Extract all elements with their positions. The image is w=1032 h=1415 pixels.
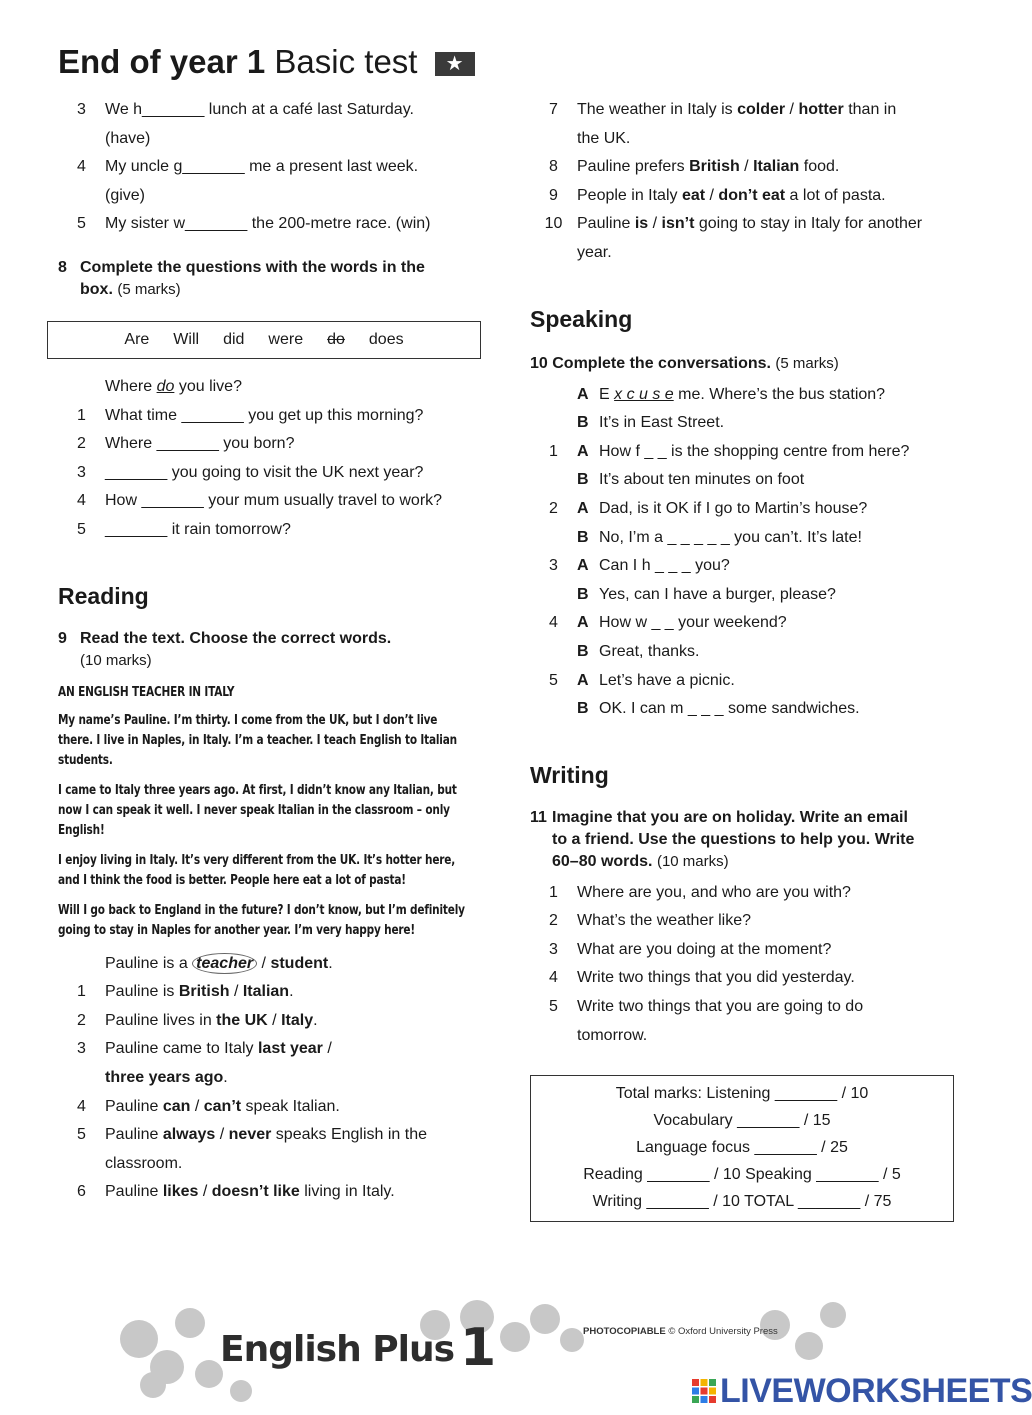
item-number: 2 bbox=[77, 435, 86, 453]
ex11-head-3 bbox=[530, 851, 960, 873]
post: . bbox=[313, 1011, 318, 1029]
ex9-item-5-cont bbox=[58, 1150, 488, 1179]
post: speaks English in the bbox=[271, 1126, 428, 1144]
spacer bbox=[58, 373, 105, 402]
spacer bbox=[58, 182, 105, 211]
writing-heading: Writing bbox=[530, 761, 609, 788]
ex10-list bbox=[530, 381, 960, 724]
example-alt: student bbox=[270, 954, 329, 972]
ex9-item-10-cont bbox=[530, 239, 960, 268]
item-number: 5 bbox=[77, 520, 86, 538]
reading-title: AN ENGLISH TEACHER IN ITALY bbox=[58, 683, 235, 700]
post: living in Italy. bbox=[299, 1183, 395, 1201]
ex10-item-1-b bbox=[530, 466, 960, 495]
item-number: 2 bbox=[77, 1011, 86, 1029]
speaking-heading: Speaking bbox=[530, 305, 633, 332]
example-text bbox=[105, 950, 333, 979]
ex11-instr-3: 60–80 words. bbox=[552, 852, 653, 870]
photocopiable-label: PHOTOCOPIABLE bbox=[583, 1326, 666, 1337]
post: going to stay in Italy for another bbox=[694, 215, 923, 233]
post: a lot of pasta. bbox=[785, 186, 886, 204]
spacer bbox=[530, 851, 552, 873]
item-text: What’s the weather like? bbox=[577, 912, 752, 930]
ex10-instr: Complete the conversations. bbox=[552, 354, 771, 372]
pre: Pauline is bbox=[105, 983, 179, 1001]
pre: Pauline bbox=[105, 1126, 163, 1144]
spacer bbox=[530, 638, 577, 667]
ex7-item-3 bbox=[58, 96, 488, 125]
item-number: 4 bbox=[549, 614, 558, 632]
ex7-list bbox=[58, 96, 488, 239]
ex11-head bbox=[530, 807, 960, 829]
post: . bbox=[223, 1068, 228, 1086]
ex11-head-2 bbox=[530, 829, 960, 851]
ex10-marks: (5 marks) bbox=[775, 354, 839, 372]
ex7-item-5 bbox=[58, 210, 488, 239]
liveworksheets-watermark bbox=[692, 1372, 1032, 1411]
choice-a[interactable]: last year bbox=[257, 1040, 323, 1058]
marks-line[interactable]: Vocabulary _______ / 15 bbox=[653, 1112, 831, 1130]
reading-paragraph: I came to Italy three years ago. At first, I didn’t know any Italian, but now I can speak it well. I never speak Italian in the classroom – only English! bbox=[58, 781, 457, 838]
item-number: 4 bbox=[77, 1097, 86, 1115]
ex10-example-b bbox=[530, 409, 960, 438]
ex10-number: 10 bbox=[530, 354, 548, 372]
ex10-item-4-b bbox=[530, 638, 960, 667]
choice-b[interactable]: hotter bbox=[798, 101, 844, 118]
choice-b[interactable]: doesn’t like bbox=[211, 1183, 300, 1201]
ex11-marks: (10 marks) bbox=[656, 852, 729, 870]
left-column bbox=[58, 96, 488, 1207]
spacer bbox=[530, 581, 577, 610]
logo-text: English Plus bbox=[220, 1329, 455, 1370]
ex11-instr-2: to a friend. Use the questions to help you. Write bbox=[552, 830, 915, 848]
spacer bbox=[530, 524, 577, 553]
ex9-instr: Read the text. Choose the correct words. bbox=[80, 629, 392, 647]
item-text: Pauline is British / Italian. bbox=[105, 983, 294, 1001]
ex9-example bbox=[58, 950, 488, 979]
line-text[interactable]: No, I’m a _ _ _ _ _ you can’t. It’s late! bbox=[599, 528, 862, 546]
copyright-note bbox=[583, 1326, 778, 1337]
item-text[interactable]: What time _______ you get up this morning? bbox=[105, 406, 424, 424]
title-bold: End of year 1 bbox=[58, 43, 266, 80]
choice-b[interactable]: don’t eat bbox=[718, 186, 786, 204]
ex11-item-5-cont bbox=[530, 1022, 960, 1051]
item-cont: year. bbox=[577, 243, 612, 261]
spacer bbox=[58, 125, 105, 154]
line-text: Let’s have a picnic. bbox=[599, 671, 735, 689]
pre: Pauline came to Italy bbox=[105, 1040, 258, 1058]
item-text: Pauline prefers British / Italian food. bbox=[577, 158, 840, 176]
ex7-item-3-cont bbox=[58, 125, 488, 154]
box-word: were bbox=[268, 330, 304, 348]
choice-b[interactable]: never bbox=[228, 1126, 272, 1144]
item-number: 7 bbox=[549, 101, 558, 118]
word-box bbox=[47, 321, 481, 359]
item-number: 4 bbox=[77, 158, 86, 176]
ex9-item-9 bbox=[530, 182, 960, 211]
watermark-text: LIVEWORKSHEETS bbox=[720, 1372, 1032, 1410]
ex10-instructions bbox=[530, 353, 960, 375]
logo-number: 1 bbox=[460, 1318, 496, 1378]
ex11-item-3 bbox=[530, 936, 960, 965]
item-text: Pauline can / can’t speak Italian. bbox=[105, 1097, 340, 1115]
ex8-item-2 bbox=[58, 430, 488, 459]
choice-b[interactable]: three years ago bbox=[105, 1068, 224, 1086]
english-plus-logo bbox=[220, 1318, 495, 1378]
item-text: People in Italy eat / don’t eat a lot of pasta. bbox=[577, 186, 886, 204]
item-number: 3 bbox=[549, 940, 558, 958]
line-text: It’s in East Street. bbox=[599, 414, 725, 432]
speaker-a: A bbox=[577, 671, 589, 689]
speaker-a: A bbox=[577, 442, 589, 460]
reading-paragraph: I enjoy living in Italy. It’s very different from the UK. It’s hotter here, and I think the food is better. People here eat a lot of pasta! bbox=[58, 851, 456, 888]
item-text: Pauline likes / doesn’t like living in Italy. bbox=[105, 1183, 395, 1201]
box-word: does bbox=[368, 330, 404, 348]
spacer bbox=[530, 829, 552, 851]
example-pre: Pauline is a bbox=[105, 954, 193, 972]
speaker-a: A bbox=[577, 614, 589, 632]
ex9-list-left bbox=[58, 950, 488, 1207]
ex9-head bbox=[58, 628, 488, 650]
ex10-item-2-b bbox=[530, 524, 960, 553]
line-text bbox=[599, 381, 885, 410]
item-number: 1 bbox=[77, 983, 86, 1001]
spacer bbox=[530, 466, 577, 495]
choice-b[interactable]: Italian bbox=[753, 158, 800, 176]
marks-line[interactable]: Writing _______ / 10 TOTAL _______ / 75 bbox=[592, 1193, 892, 1211]
page-title bbox=[58, 44, 475, 80]
example-sep: / bbox=[257, 954, 271, 972]
box-word: Will bbox=[173, 330, 200, 348]
example-pre: Where bbox=[105, 377, 157, 395]
item-cont: (have) bbox=[105, 129, 151, 147]
line-text: Yes, can I have a burger, please? bbox=[599, 585, 836, 603]
spacer bbox=[58, 1150, 105, 1179]
ex8-list bbox=[58, 373, 488, 545]
ex9-item-8 bbox=[530, 153, 960, 182]
item-number: 2 bbox=[549, 499, 558, 517]
ex11-item-5 bbox=[530, 993, 960, 1022]
item-number: 6 bbox=[77, 1183, 86, 1201]
ex9-item-10 bbox=[530, 210, 960, 239]
choice-a[interactable]: can bbox=[162, 1097, 191, 1115]
item-number: 3 bbox=[77, 101, 86, 118]
example-end: . bbox=[328, 954, 333, 972]
ex9-item-7 bbox=[530, 96, 960, 125]
ex8-instr: Complete the questions with the words in the bbox=[80, 258, 425, 276]
spacer bbox=[530, 695, 577, 724]
reading-heading: Reading bbox=[58, 582, 149, 609]
ex11-list bbox=[530, 879, 960, 1051]
spacer bbox=[58, 279, 80, 301]
speaker-b: B bbox=[577, 642, 589, 660]
ex10-example-a bbox=[530, 381, 960, 410]
item-number: 5 bbox=[77, 1126, 86, 1144]
spacer bbox=[530, 239, 577, 268]
item-cont bbox=[105, 1064, 228, 1093]
box-word-used: do bbox=[327, 330, 345, 348]
right-column bbox=[530, 96, 960, 1222]
post: . bbox=[289, 983, 294, 1001]
ex10-item-5-b bbox=[530, 695, 960, 724]
pre: Pauline prefers bbox=[577, 158, 690, 176]
line-text: Dad, is it OK if I go to Martin’s house? bbox=[599, 499, 868, 517]
ex10-head bbox=[530, 353, 839, 375]
ex11-instr-1: Imagine that you are on holiday. Write an email bbox=[552, 808, 908, 826]
speaker-b: B bbox=[577, 414, 589, 432]
press-label: © Oxford University Press bbox=[668, 1326, 778, 1337]
item-number: 10 bbox=[544, 215, 563, 233]
item-number: 3 bbox=[549, 557, 558, 575]
ex9-item-3 bbox=[58, 1035, 488, 1064]
ex8-marks: (5 marks) bbox=[117, 280, 181, 298]
ex9-item-3-cont bbox=[58, 1064, 488, 1093]
ex9-number: 9 bbox=[58, 629, 67, 647]
spacer bbox=[530, 409, 577, 438]
item-number: 1 bbox=[549, 883, 558, 901]
item-text: Pauline came to Italy last year / bbox=[105, 1040, 332, 1058]
item-text: The weather in Italy is colder / hotter than in bbox=[577, 101, 897, 118]
pre: Pauline lives in bbox=[105, 1011, 217, 1029]
item-number: 2 bbox=[549, 912, 558, 930]
title-rest: Basic test bbox=[274, 43, 418, 80]
item-number: 8 bbox=[549, 158, 558, 176]
choice-b[interactable]: can’t bbox=[203, 1097, 242, 1115]
spacer bbox=[530, 381, 577, 410]
ex10-item-2-a bbox=[530, 495, 960, 524]
item-number: 1 bbox=[77, 406, 86, 424]
item-number: 9 bbox=[549, 186, 558, 204]
item-text[interactable]: _______ you going to visit the UK next year? bbox=[105, 463, 424, 481]
pre: The weather in Italy is bbox=[577, 101, 738, 118]
item-number: 5 bbox=[77, 215, 86, 233]
marks-line[interactable]: Language focus _______ / 25 bbox=[636, 1139, 848, 1157]
ex11-instr-3-wrap bbox=[552, 851, 729, 873]
ex8-instructions bbox=[58, 257, 488, 301]
pre: E bbox=[599, 385, 615, 403]
ex8-example bbox=[58, 373, 488, 402]
reading-paragraph: My name’s Pauline. I’m thirty. I come from the UK, but I don’t live there. I live in Naples, in Italy. I’m a teacher. I teach English to Italian students. bbox=[58, 711, 457, 768]
spacer bbox=[530, 125, 577, 154]
ex8-item-4 bbox=[58, 487, 488, 516]
ex11-instructions bbox=[530, 807, 960, 873]
total-marks-box bbox=[530, 1075, 954, 1222]
ex8-instr-2-wrap bbox=[80, 279, 181, 301]
line-text[interactable]: Can I h _ _ _ you? bbox=[599, 557, 730, 575]
box-word: did bbox=[223, 330, 245, 348]
item-text[interactable]: _______ it rain tomorrow? bbox=[105, 520, 291, 538]
line-text: Great, thanks. bbox=[599, 642, 700, 660]
choice-b[interactable]: isn’t bbox=[661, 215, 695, 233]
item-text[interactable]: How _______ your mum usually travel to work? bbox=[105, 492, 443, 510]
ex10-item-3-a bbox=[530, 552, 960, 581]
ex7-item-4 bbox=[58, 153, 488, 182]
item-number: 3 bbox=[77, 1040, 86, 1058]
marks-line[interactable]: Total marks: Listening _______ / 10 bbox=[615, 1085, 869, 1103]
post: me. Where’s the bus station? bbox=[673, 385, 886, 403]
speaker-b: B bbox=[577, 700, 589, 718]
ex10-item-4-a bbox=[530, 609, 960, 638]
ex11-item-4 bbox=[530, 964, 960, 993]
item-text[interactable]: Where _______ you born? bbox=[105, 435, 295, 453]
ex11-number: 11 bbox=[530, 808, 547, 826]
ex8-head-2 bbox=[58, 279, 488, 301]
ex9-list-right bbox=[530, 96, 960, 268]
ex8-item-5 bbox=[58, 516, 488, 545]
example-answer: x c u s e bbox=[614, 385, 674, 403]
item-cont: the UK. bbox=[577, 129, 631, 147]
item-cont: classroom. bbox=[105, 1154, 183, 1172]
item-number: 1 bbox=[549, 442, 558, 460]
item-number: 4 bbox=[549, 969, 558, 987]
pre: People in Italy bbox=[577, 186, 682, 204]
speaker-b: B bbox=[577, 585, 589, 603]
ex9-item-4 bbox=[58, 1093, 488, 1122]
item-number: 3 bbox=[77, 463, 86, 481]
item-text[interactable]: My uncle g_______ me a present last week. bbox=[105, 158, 419, 176]
speaker-a: A bbox=[577, 557, 589, 575]
item-number: 4 bbox=[77, 492, 86, 510]
choice-a[interactable]: always bbox=[162, 1126, 216, 1144]
choice-a[interactable]: the UK bbox=[216, 1011, 268, 1029]
post: food. bbox=[799, 158, 840, 176]
ex10-item-3-b bbox=[530, 581, 960, 610]
item-number: 5 bbox=[549, 671, 558, 689]
ex10-item-5-a bbox=[530, 667, 960, 696]
speaker-a: A bbox=[577, 385, 589, 403]
speaker-a: A bbox=[577, 499, 589, 517]
choice-b[interactable]: Italy bbox=[281, 1011, 314, 1029]
example-answer: do bbox=[156, 377, 175, 395]
post: than in bbox=[843, 101, 897, 118]
item-text: Write two things that you did yesterday. bbox=[577, 969, 855, 987]
ex11-item-1 bbox=[530, 879, 960, 908]
reading-paragraph: Will I go back to England in the future? I don’t know, but I’m definitely going to stay in Naples for another year. I’m very happy here! bbox=[58, 901, 465, 938]
line-text: It’s about ten minutes on foot bbox=[599, 471, 805, 489]
choice-a[interactable]: eat bbox=[681, 186, 706, 204]
ex7-item-4-cont bbox=[58, 182, 488, 211]
example-post: you live? bbox=[174, 377, 242, 395]
spacer bbox=[58, 950, 105, 979]
ex8-number: 8 bbox=[58, 258, 67, 276]
star-icon: ★ bbox=[435, 52, 475, 76]
item-text: Where are you, and who are you with? bbox=[577, 883, 851, 901]
spacer bbox=[58, 1064, 105, 1093]
item-text[interactable]: My sister w_______ the 200-metre race. (win) bbox=[105, 215, 431, 233]
ex9-item-7-cont bbox=[530, 125, 960, 154]
marks-line[interactable]: Reading _______ / 10 Speaking _______ / 5 bbox=[583, 1166, 901, 1184]
choice-a[interactable]: colder bbox=[737, 101, 786, 118]
line-text[interactable]: How w _ _ your weekend? bbox=[599, 614, 787, 632]
item-cont: (give) bbox=[105, 186, 146, 204]
choice-b[interactable]: Italian bbox=[242, 983, 290, 1001]
ex8-head bbox=[58, 257, 488, 279]
pre: Pauline bbox=[105, 1183, 163, 1201]
ex9-item-5 bbox=[58, 1121, 488, 1150]
ex9-instructions bbox=[58, 628, 488, 672]
speaker-b: B bbox=[577, 528, 589, 546]
ex9-item-1 bbox=[58, 978, 488, 1007]
pre: Pauline bbox=[577, 215, 635, 233]
choice-a[interactable]: likes bbox=[162, 1183, 199, 1201]
post: speak Italian. bbox=[241, 1097, 340, 1115]
ex9-item-2 bbox=[58, 1007, 488, 1036]
ex10-item-1-a bbox=[530, 438, 960, 467]
ex9-marks: (10 marks) bbox=[80, 651, 152, 669]
pre: Pauline bbox=[105, 1097, 163, 1115]
reading-text bbox=[58, 682, 471, 940]
item-text: Pauline always / never speaks English in the bbox=[105, 1126, 428, 1144]
item-text: Pauline is / isn’t going to stay in Italy for another bbox=[577, 215, 923, 233]
liveworksheets-icon bbox=[692, 1379, 716, 1403]
example-circled-answer: teacher bbox=[192, 953, 257, 974]
item-cont: tomorrow. bbox=[577, 1026, 648, 1044]
box-word: Are bbox=[124, 330, 150, 348]
spacer bbox=[530, 1022, 577, 1051]
ex9-item-6 bbox=[58, 1178, 488, 1207]
item-text: What are you doing at the moment? bbox=[577, 940, 832, 958]
ex8-instr-2: box. bbox=[80, 280, 113, 298]
item-text[interactable]: We h_______ lunch at a café last Saturday. bbox=[105, 101, 414, 118]
choice-a[interactable]: is bbox=[634, 215, 649, 233]
item-text: Write two things that you are going to do bbox=[577, 998, 864, 1016]
item-text: Pauline lives in the UK / Italy. bbox=[105, 1011, 318, 1029]
footer bbox=[120, 1300, 1032, 1415]
example-text bbox=[105, 373, 242, 402]
choice-a[interactable]: British bbox=[689, 158, 740, 176]
speaker-b: B bbox=[577, 471, 589, 489]
choice-a[interactable]: British bbox=[178, 983, 230, 1001]
ex8-item-3 bbox=[58, 459, 488, 488]
item-number: 5 bbox=[549, 998, 558, 1016]
line-text[interactable]: How f _ _ is the shopping centre from here? bbox=[599, 442, 910, 460]
line-text[interactable]: OK. I can m _ _ _ some sandwiches. bbox=[599, 700, 860, 718]
ex11-item-2 bbox=[530, 907, 960, 936]
ex8-item-1 bbox=[58, 402, 488, 431]
